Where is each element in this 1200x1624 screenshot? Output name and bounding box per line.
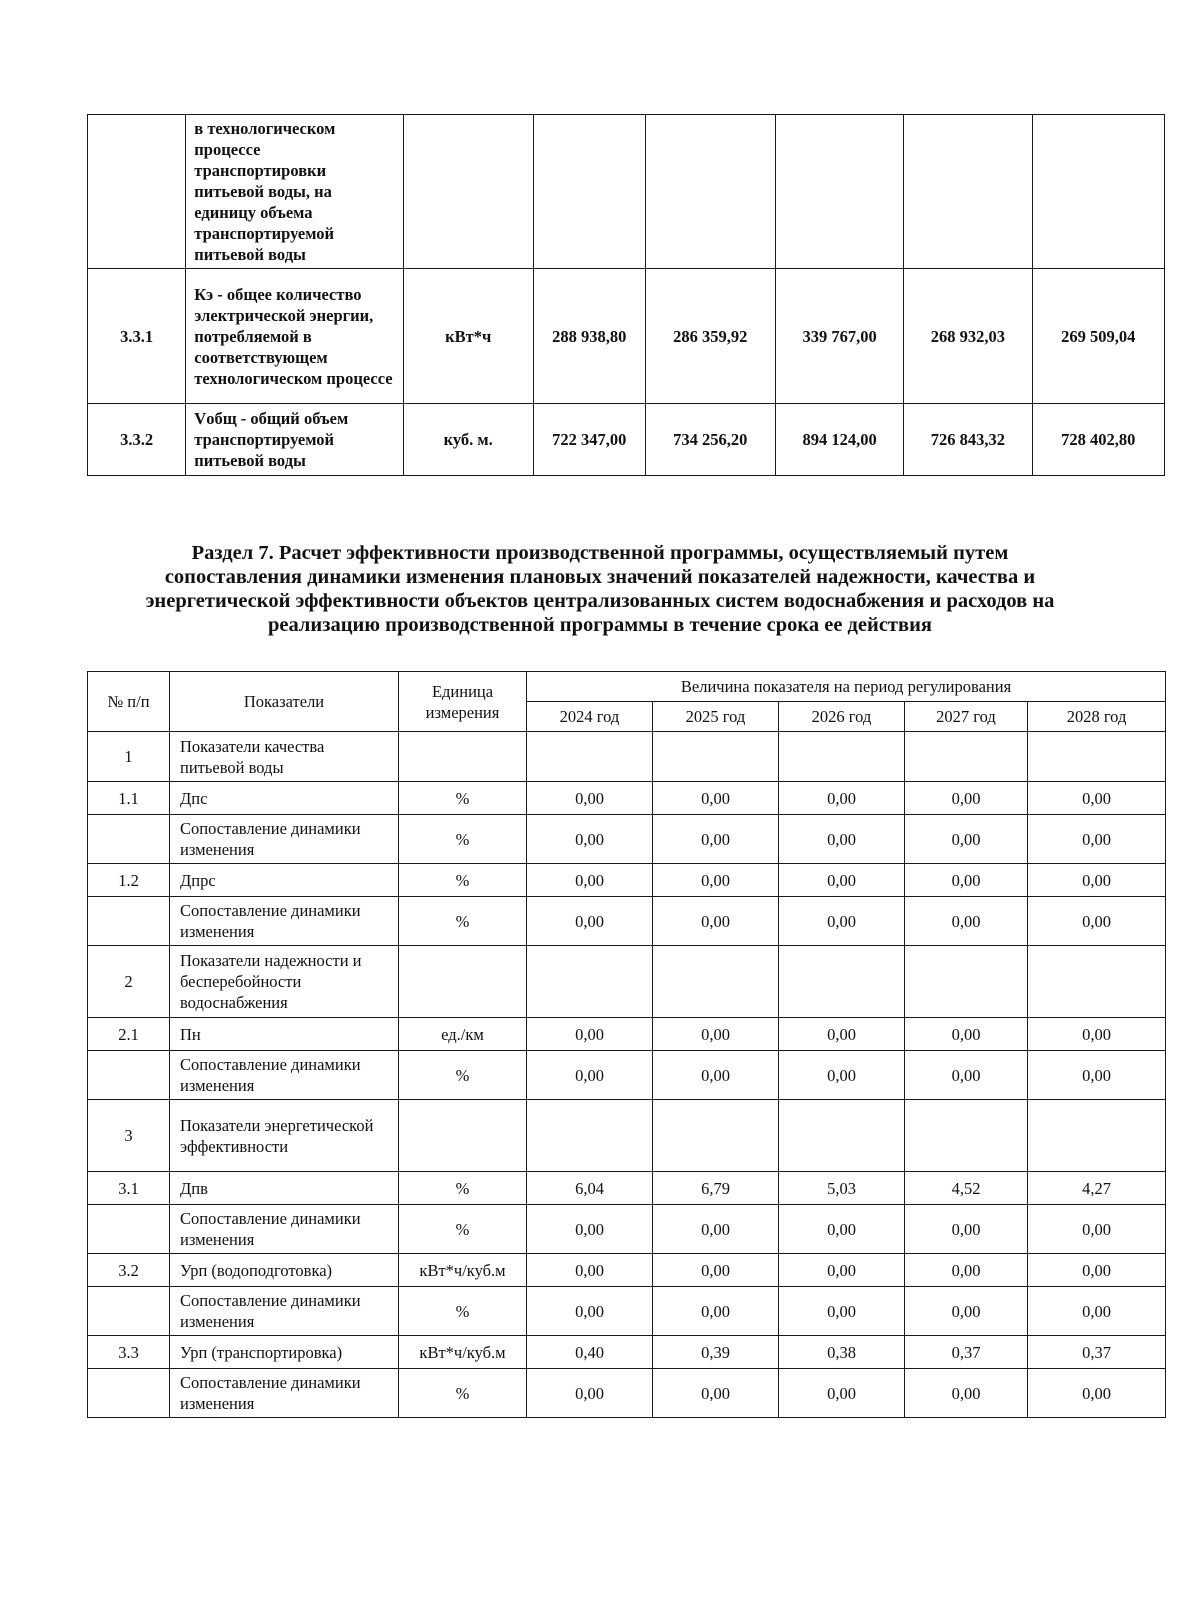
row-number: 1.1	[88, 782, 170, 815]
unit-cell: %	[399, 815, 527, 864]
section-title-line: сопоставления динамики изменения плановых значений показателей надежности, качества и	[164, 566, 1036, 588]
value-cell	[779, 732, 905, 782]
value-cell: 0,00	[527, 1018, 653, 1051]
value-cell: 5,03	[779, 1172, 905, 1205]
section-title-line: Раздел 7. Расчет эффективности производственной программы, осуществляемый путем	[191, 542, 1009, 564]
unit-cell: кВт*ч	[403, 269, 533, 404]
value-cell: 0,00	[779, 815, 905, 864]
section-title	[60, 541, 1140, 637]
indicators-continuation-table	[87, 114, 1165, 476]
header-year: 2026 год	[779, 702, 905, 732]
indicator-name: Сопоставление динамики изменения	[170, 897, 399, 946]
row-number: 3.2	[88, 1254, 170, 1287]
indicator-name: Урп (транспортировка)	[170, 1336, 399, 1369]
table-row	[88, 732, 1166, 782]
value-cell	[779, 946, 905, 1018]
value-cell	[653, 946, 779, 1018]
header-year: 2027 год	[905, 702, 1028, 732]
value-cell: 0,00	[779, 1369, 905, 1418]
value-cell: 726 843,32	[904, 404, 1032, 476]
table-row	[88, 782, 1166, 815]
value-cell: 0,37	[905, 1336, 1028, 1369]
table-row	[88, 815, 1166, 864]
unit-cell: %	[399, 1051, 527, 1100]
row-number: 2	[88, 946, 170, 1018]
unit-cell: %	[399, 864, 527, 897]
indicator-name: Сопоставление динамики изменения	[170, 1369, 399, 1418]
value-cell: 0,39	[653, 1336, 779, 1369]
value-cell: 0,00	[1028, 1287, 1166, 1336]
row-number	[88, 1205, 170, 1254]
unit-cell	[399, 946, 527, 1018]
indicator-name: Кэ - общее количество электрической энергии, потребляемой в соответствующем технологическом процессе	[186, 269, 403, 404]
value-cell: 0,00	[527, 1254, 653, 1287]
row-number: 2.1	[88, 1018, 170, 1051]
value-cell: 0,00	[905, 782, 1028, 815]
unit-cell	[403, 115, 533, 269]
value-cell: 0,00	[1028, 815, 1166, 864]
value-cell: 0,00	[905, 864, 1028, 897]
unit-cell: %	[399, 897, 527, 946]
indicator-name: Сопоставление динамики изменения	[170, 815, 399, 864]
value-cell: 0,00	[779, 1051, 905, 1100]
unit-cell: кВт*ч/куб.м	[399, 1336, 527, 1369]
value-cell	[1028, 732, 1166, 782]
value-cell: 0,00	[653, 1051, 779, 1100]
value-cell	[527, 732, 653, 782]
section-title-line: реализацию производственной программы в течение срока ее действия	[268, 614, 932, 636]
row-number: 3.1	[88, 1172, 170, 1205]
header-year: 2028 год	[1028, 702, 1166, 732]
value-cell	[1028, 1100, 1166, 1172]
value-cell: 0,00	[1028, 782, 1166, 815]
value-cell: 0,00	[1028, 1051, 1166, 1100]
value-cell: 728 402,80	[1032, 404, 1164, 476]
value-cell: 0,00	[1028, 897, 1166, 946]
value-cell	[653, 1100, 779, 1172]
value-cell: 0,00	[779, 897, 905, 946]
value-cell: 0,00	[905, 1051, 1028, 1100]
value-cell	[1032, 115, 1164, 269]
table-row	[88, 1018, 1166, 1051]
value-cell: 0,00	[653, 1287, 779, 1336]
value-cell: 0,00	[779, 1254, 905, 1287]
indicator-name: Показатели качества питьевой воды	[170, 732, 399, 782]
table-row	[88, 1287, 1166, 1336]
indicator-name: Сопоставление динамики изменения	[170, 1205, 399, 1254]
table-row	[88, 1051, 1166, 1100]
table-row	[88, 1100, 1166, 1172]
table-row	[88, 1205, 1166, 1254]
value-cell	[653, 732, 779, 782]
value-cell: 734 256,20	[645, 404, 775, 476]
header-indicator: Показатели	[170, 672, 399, 732]
value-cell: 0,00	[1028, 1254, 1166, 1287]
row-number: 3.3	[88, 1336, 170, 1369]
value-cell	[775, 115, 903, 269]
value-cell	[527, 1100, 653, 1172]
value-cell	[904, 115, 1032, 269]
table-row	[88, 115, 1165, 269]
value-cell: 0,00	[527, 815, 653, 864]
value-cell: 0,00	[527, 1369, 653, 1418]
value-cell: 339 767,00	[775, 269, 903, 404]
value-cell: 6,79	[653, 1172, 779, 1205]
value-cell: 0,00	[779, 1287, 905, 1336]
unit-cell	[399, 732, 527, 782]
unit-cell: %	[399, 1369, 527, 1418]
header-number: № п/п	[88, 672, 170, 732]
value-cell	[533, 115, 645, 269]
value-cell: 0,00	[527, 1205, 653, 1254]
row-number: 3	[88, 1100, 170, 1172]
value-cell	[905, 732, 1028, 782]
value-cell: 0,00	[905, 1018, 1028, 1051]
value-cell: 0,00	[779, 1205, 905, 1254]
header-row	[88, 672, 1166, 702]
value-cell: 0,00	[1028, 1018, 1166, 1051]
unit-cell: %	[399, 1287, 527, 1336]
table-row	[88, 269, 1165, 404]
value-cell: 722 347,00	[533, 404, 645, 476]
table-row	[88, 404, 1165, 476]
value-cell: 0,00	[779, 1018, 905, 1051]
value-cell: 0,00	[653, 864, 779, 897]
value-cell: 268 932,03	[904, 269, 1032, 404]
value-cell: 0,00	[527, 897, 653, 946]
unit-cell: кВт*ч/куб.м	[399, 1254, 527, 1287]
value-cell	[779, 1100, 905, 1172]
value-cell: 4,52	[905, 1172, 1028, 1205]
value-cell: 0,00	[527, 1287, 653, 1336]
indicator-name: Сопоставление динамики изменения	[170, 1287, 399, 1336]
unit-cell: ед./км	[399, 1018, 527, 1051]
table-row	[88, 1254, 1166, 1287]
value-cell: 0,00	[653, 782, 779, 815]
indicator-name: Дпв	[170, 1172, 399, 1205]
unit-cell	[399, 1100, 527, 1172]
indicator-name: Показатели надежности и бесперебойности водоснабжения	[170, 946, 399, 1018]
row-number	[88, 1369, 170, 1418]
value-cell: 0,00	[905, 1254, 1028, 1287]
value-cell: 0,00	[653, 815, 779, 864]
value-cell: 0,00	[653, 897, 779, 946]
value-cell: 6,04	[527, 1172, 653, 1205]
row-number: 1.2	[88, 864, 170, 897]
value-cell: 0,00	[527, 1051, 653, 1100]
value-cell: 288 938,80	[533, 269, 645, 404]
table-row	[88, 946, 1166, 1018]
indicator-name: Vобщ - общий объем транспортируемой питьевой воды	[186, 404, 403, 476]
row-number: 3.3.2	[88, 404, 186, 476]
value-cell: 0,00	[653, 1254, 779, 1287]
value-cell: 0,00	[779, 782, 905, 815]
unit-cell: куб. м.	[403, 404, 533, 476]
value-cell: 0,00	[653, 1205, 779, 1254]
unit-cell: %	[399, 782, 527, 815]
value-cell	[905, 1100, 1028, 1172]
value-cell	[645, 115, 775, 269]
header-period: Величина показателя на период регулирования	[527, 672, 1166, 702]
row-number	[88, 897, 170, 946]
value-cell: 4,27	[1028, 1172, 1166, 1205]
value-cell	[1028, 946, 1166, 1018]
indicator-name: Сопоставление динамики изменения	[170, 1051, 399, 1100]
header-unit: Единица измерения	[399, 672, 527, 732]
row-number: 1	[88, 732, 170, 782]
value-cell: 0,00	[527, 864, 653, 897]
indicator-name: Дпрс	[170, 864, 399, 897]
value-cell: 0,00	[905, 1205, 1028, 1254]
row-number	[88, 1051, 170, 1100]
efficiency-table	[87, 671, 1166, 1418]
row-number	[88, 115, 186, 269]
header-year: 2024 год	[527, 702, 653, 732]
row-number: 3.3.1	[88, 269, 186, 404]
efficiency-table-body	[88, 732, 1166, 1418]
indicator-name: Урп (водоподготовка)	[170, 1254, 399, 1287]
table-row	[88, 1172, 1166, 1205]
unit-cell: %	[399, 1172, 527, 1205]
table-row	[88, 897, 1166, 946]
table-row	[88, 1336, 1166, 1369]
section-title-line: энергетической эффективности объектов централизованных систем водоснабжения и расходов на	[145, 590, 1055, 612]
value-cell: 0,37	[1028, 1336, 1166, 1369]
value-cell: 0,40	[527, 1336, 653, 1369]
value-cell	[527, 946, 653, 1018]
value-cell: 0,00	[1028, 864, 1166, 897]
value-cell: 0,00	[653, 1369, 779, 1418]
value-cell: 0,00	[905, 815, 1028, 864]
value-cell: 0,00	[779, 864, 905, 897]
row-number	[88, 1287, 170, 1336]
unit-cell: %	[399, 1205, 527, 1254]
header-year: 2025 год	[653, 702, 779, 732]
value-cell: 0,00	[905, 1369, 1028, 1418]
indicator-name: в технологическом процессе транспортировки питьевой воды, на единицу объема транспортируемой питьевой воды	[186, 115, 403, 269]
indicator-name: Пн	[170, 1018, 399, 1051]
table-row	[88, 1369, 1166, 1418]
value-cell: 0,00	[905, 897, 1028, 946]
value-cell: 0,00	[1028, 1205, 1166, 1254]
value-cell: 0,00	[1028, 1369, 1166, 1418]
indicator-name: Дпс	[170, 782, 399, 815]
table-row	[88, 864, 1166, 897]
row-number	[88, 815, 170, 864]
value-cell: 0,00	[653, 1018, 779, 1051]
value-cell: 0,38	[779, 1336, 905, 1369]
value-cell: 0,00	[527, 782, 653, 815]
value-cell	[905, 946, 1028, 1018]
indicator-name: Показатели энергетической эффективности	[170, 1100, 399, 1172]
value-cell: 286 359,92	[645, 269, 775, 404]
value-cell: 894 124,00	[775, 404, 903, 476]
value-cell: 0,00	[905, 1287, 1028, 1336]
value-cell: 269 509,04	[1032, 269, 1164, 404]
